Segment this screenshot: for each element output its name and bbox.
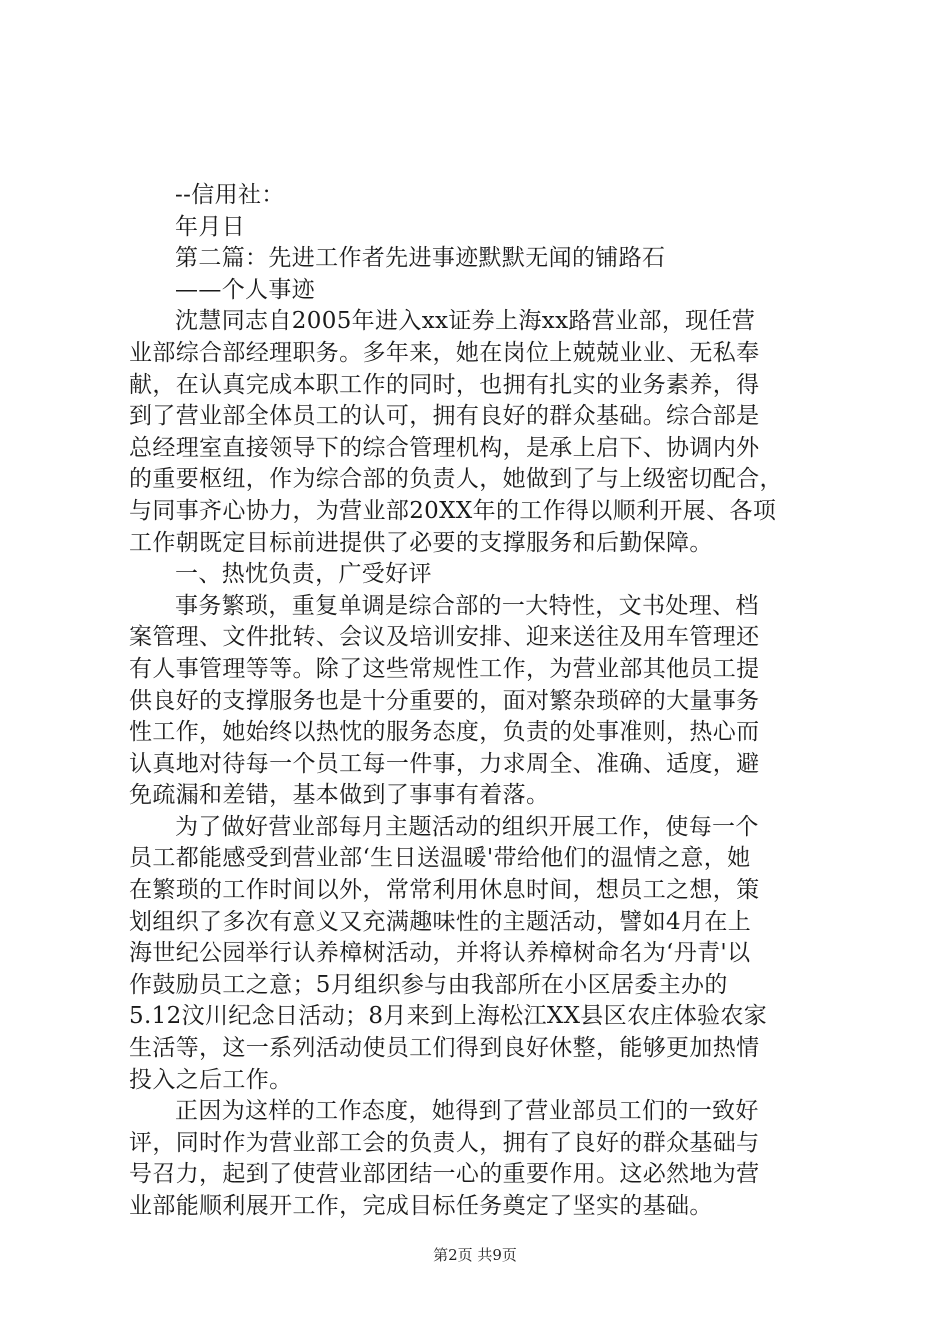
text-line: 沈慧同志自2005年进入xx证券上海xx路营业部，现任营: [175, 308, 756, 335]
text-line: 投入之后工作。: [129, 1066, 293, 1093]
text-line: 为了做好营业部每月主题活动的组织开展工作，使每一个: [175, 813, 759, 840]
text-line: 有人事管理等等。除了这些常规性工作，为营业部其他员工提: [129, 655, 760, 682]
text-line: 工作朝既定目标前进提供了必要的支撑服务和后勤保障。: [129, 529, 713, 556]
text-line: 的重要枢纽，作为综合部的负责人，她做到了与上级密切配合，: [129, 466, 783, 493]
text-line: --信用社：: [175, 182, 285, 208]
text-line: 在繁琐的工作时间以外，常常利用休息时间，想员工之想，策: [129, 877, 760, 904]
text-line: 到了营业部全体员工的认可，拥有良好的群众基础。综合部是: [129, 403, 760, 430]
text-line: ——个人事迹: [175, 276, 316, 303]
text-line: 年月日: [175, 213, 246, 240]
text-line: 海世纪公园举行认养樟树活动，并将认养樟树命名为‘丹青'以: [129, 940, 751, 967]
text-line: 号召力，起到了使营业部团结一心的重要作用。这必然地为营: [129, 1161, 760, 1188]
text-line: 总经理室直接领导下的综合管理机构，是承上启下、协调内外: [129, 434, 760, 461]
text-line: 正因为这样的工作态度，她得到了营业部员工们的一致好: [175, 1098, 759, 1125]
text-line: 事务繁琐，重复单调是综合部的一大特性，文书处理、档: [175, 592, 759, 619]
text-line: 业部能顺利展开工作，完成目标任务奠定了坚实的基础。: [129, 1193, 713, 1219]
text-line: 性工作，她始终以热忱的服务态度，负责的处事准则，热心而: [129, 719, 760, 746]
text-line: 认真地对待每一个员工每一件事，力求周全、准确、适度，避: [129, 750, 760, 777]
text-line: 作鼓励员工之意；5月组织参与由我部所在小区居委主办的: [129, 971, 728, 998]
text-line: 一、热忱负责，广受好评: [175, 561, 432, 588]
text-line: 供良好的支撑服务也是十分重要的，面对繁杂琐碎的大量事务: [129, 687, 760, 714]
text-line: 献，在认真完成本职工作的同时，也拥有扎实的业务素养，得: [129, 371, 760, 398]
text-line: 5.12汶川纪念日活动；8月来到上海松江XX县区农庄体验农家: [129, 1003, 768, 1030]
text-line: 员工都能感受到营业部‘生日送温暖'带给他们的温情之意，她: [129, 845, 751, 872]
text-line: 免疏漏和差错，基本做到了事事有着落。: [129, 782, 550, 809]
text-line: 评，同时作为营业部工会的负责人，拥有了良好的群众基础与: [129, 1129, 760, 1156]
document-body: [129, 180, 835, 1223]
text-line: 业部综合部经理职务。多年来，她在岗位上兢兢业业、无私奉: [129, 339, 760, 366]
text-line: 案管理、文件批转、会议及培训安排、迎来送往及用车管理还: [129, 624, 760, 651]
page-footer: 第2页 共9页: [433, 1246, 517, 1264]
text-line: 第二篇：先进工作者先进事迹默默无闻的铺路石: [175, 245, 666, 272]
text-line: 与同事齐心协力，为营业部20XX年的工作得以顺利开展、各项: [129, 497, 777, 524]
text-line: 划组织了多次有意义又充满趣味性的主题活动，譬如4月在上: [129, 908, 752, 935]
text-line: 生活等，这一系列活动使员工们得到良好休整，能够更加热情: [129, 1035, 760, 1062]
